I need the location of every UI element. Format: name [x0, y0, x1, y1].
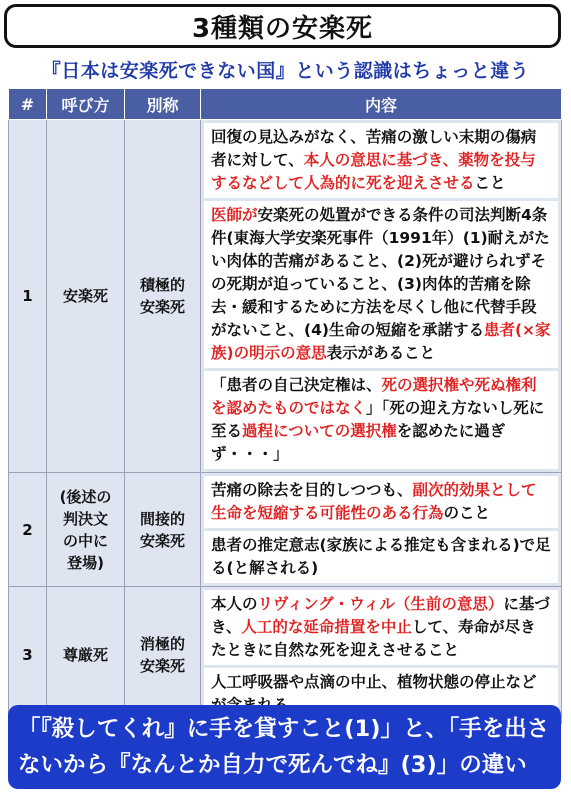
row-content: [201, 120, 562, 473]
body-text: 安楽死の処置ができる条件の司法判断4条件(東海大学安楽死事件（1991年）(1)耐えがたい肉体的苦痛があること、(2)死が避けられずその死期が迫っていること、(3)肉体的苦痛を除去・緩和するために方法を尽くし他に代替手段がないこと、(4)生命の短縮を承諾する: [211, 206, 550, 339]
table-row: [9, 120, 562, 473]
emphasis-text: 医師が: [211, 206, 258, 224]
content-box: [204, 123, 558, 198]
row-content: [201, 473, 562, 587]
header-name: 呼び方: [47, 89, 125, 120]
content-box: [204, 590, 558, 665]
row-number: 2: [9, 473, 47, 587]
body-text: 」「死の迎え方ないし死に至る: [211, 399, 545, 440]
alias-line: 安楽死: [139, 657, 185, 675]
alias-line: 安楽死: [139, 531, 185, 550]
emphasis-text: 副次的効果として生命を短縮する可能性のある行為: [211, 481, 537, 522]
header-alias: 別称: [125, 89, 201, 120]
name-line: 判決文: [62, 509, 108, 528]
body-text: 回復の見込みがなく、苦痛の激しい末期の傷病者に対して、: [211, 128, 537, 169]
row-alias: [125, 587, 201, 724]
content-box: [204, 476, 558, 528]
body-text: 表示があること: [326, 344, 436, 362]
body-text: 苦痛の除去を目的しつつも、: [211, 481, 413, 499]
alias-line: 間接的: [139, 509, 185, 528]
row-content: [201, 587, 562, 724]
alias-line: 消極的: [139, 635, 185, 653]
alias-line: 積極的: [139, 276, 185, 294]
row-number: 3: [9, 587, 47, 724]
summary-banner: 「『殺してくれ』に手を貸すこと(1)」と、「手を出さないから『なんとか自力で死んでね』(3)」の違い: [8, 705, 561, 789]
row-alias: [125, 473, 201, 587]
body-text: こと: [474, 174, 506, 192]
table-row: [9, 473, 562, 587]
content-box: [204, 201, 558, 368]
content-box: [204, 531, 558, 583]
name-line: 登場): [67, 553, 104, 572]
emphasis-text: 患者(×家族)の明示の意思: [211, 321, 551, 362]
body-text: 患者の推定意志(家族による推定も含まれる)で足る(と解される): [211, 536, 551, 577]
body-text: 本人の: [211, 595, 258, 613]
row-name: 尊厳死: [47, 587, 125, 724]
body-text: 人工呼吸器や点滴の中止、植物状態の停止など: [211, 673, 537, 691]
row-alias: [125, 120, 201, 473]
euthanasia-table: [8, 88, 562, 724]
row-number: 1: [9, 120, 47, 473]
body-text: 「患者の自己決定権は、: [211, 376, 382, 394]
alias-line: 安楽死: [139, 298, 185, 316]
emphasis-text: 人工的な延命措置を中止: [241, 618, 412, 636]
name-line: の中に: [62, 531, 108, 550]
emphasis-text: 死の選択権や死ぬ権利を認めたものではなく: [211, 376, 537, 417]
body-text: に基づき、: [211, 595, 550, 636]
emphasis-text: 過程についての選択権: [242, 422, 397, 440]
page-title: 3種類の安楽死: [4, 4, 561, 48]
subtitle: 『日本は安楽死できない国』という認識はちょっと違う: [41, 60, 530, 82]
name-line: (後述の: [59, 487, 112, 506]
row-name: 安楽死: [47, 120, 125, 473]
body-text: のこと: [443, 504, 491, 522]
header-number: #: [9, 89, 47, 120]
table-header-row: [9, 89, 562, 120]
table-row: [9, 587, 562, 724]
content-box: [204, 371, 558, 469]
row-name: [47, 473, 125, 587]
header-content: 内容: [201, 89, 562, 120]
body-text: して、寿命が尽きたときに自然な死を迎えさせること: [211, 618, 536, 659]
emphasis-text: リヴィング・ウィル（生前の意思）: [257, 595, 504, 613]
emphasis-text: 本人の意思に基づき、薬物を投与するなどして人為的に死を迎えさせる: [211, 151, 536, 192]
body-text: を認めたに過ぎず・・・」: [211, 422, 506, 463]
